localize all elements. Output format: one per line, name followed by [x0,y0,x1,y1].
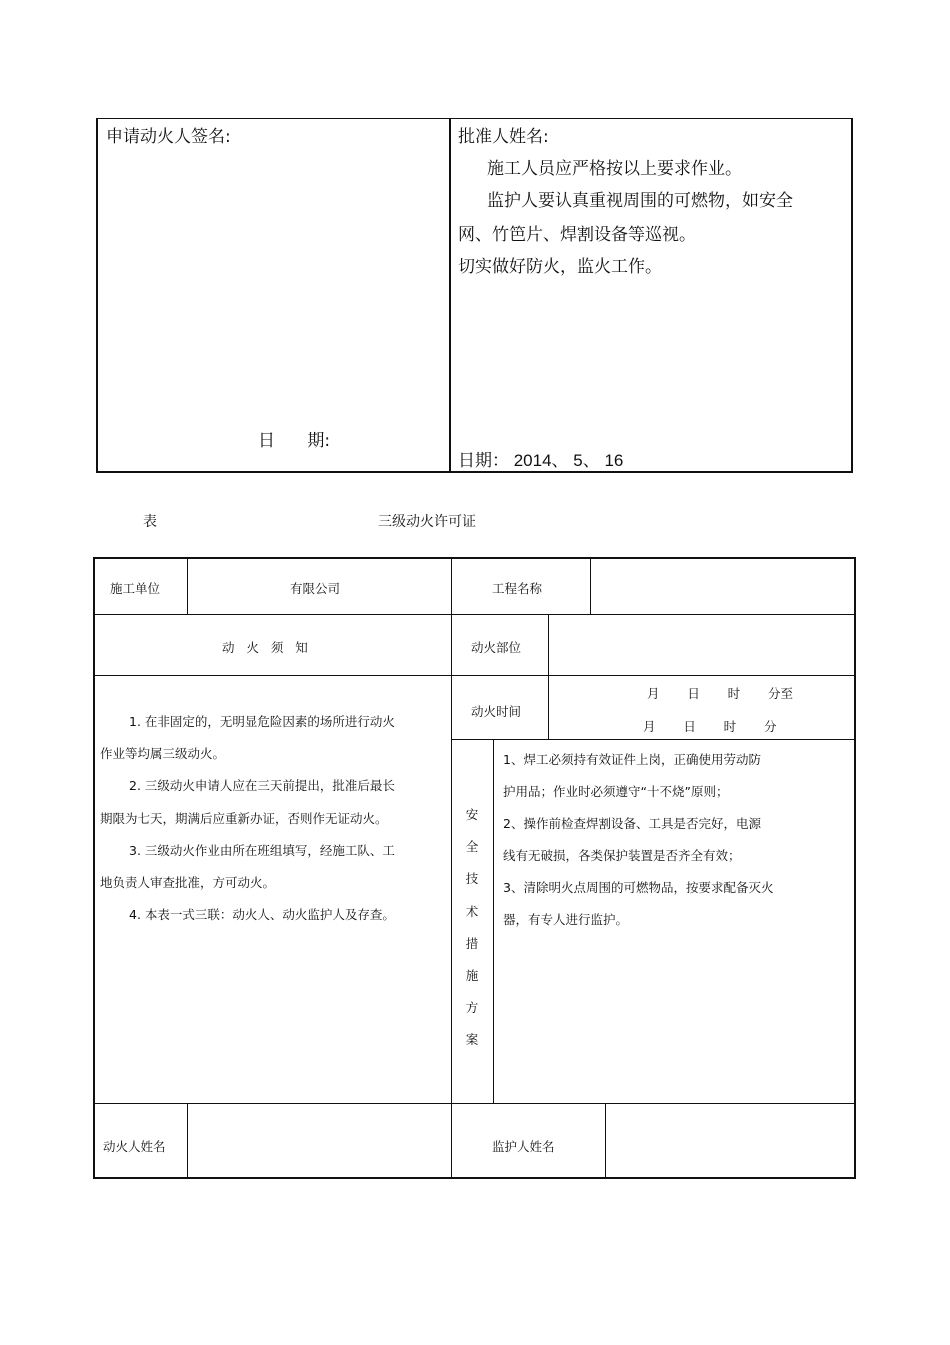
fire-time-label: 动火时间 [471,704,522,719]
permit-hline-3 [451,739,856,740]
construction-unit-value: 有限公司 [290,581,341,596]
approver-line-1: 施工人员应严格按以上要求作业。 [487,159,742,179]
permit-vline-e [187,1103,188,1179]
approver-date: 日期： 2014、 5、 16 [458,451,624,470]
permit-vline-c [548,614,549,740]
safety-line-5: 3、清除明火点周围的可燃物品，按要求配备灭火 [503,880,774,895]
safety-label-char: 施 [465,967,479,983]
permit-border-left [93,557,95,1179]
notice-line-4: 期限为七天，期满后应重新办证，否则作无证动火。 [100,811,388,826]
applicant-signature-label: 申请动火人签名: [106,127,231,147]
permit-vline-center [451,557,452,1179]
notice-line-1: 1. 在非固定的，无明显危险因素的场所进行动火 [129,714,395,729]
notice-line-7: 4. 本表一式三联：动火人、动火监护人及存查。 [129,907,395,922]
permit-vline-b [590,557,591,615]
approval-table-divider [449,119,451,471]
safety-measures-label [465,807,479,1065]
permit-hline-4 [93,1103,856,1104]
caption-prefix: 表 [143,514,157,530]
approver-name-label: 批准人姓名: [458,127,549,147]
construction-unit-label: 施工单位 [110,581,161,596]
notice-line-6: 地负责人审查批准，方可动火。 [100,875,276,890]
permit-hline-1 [93,614,856,615]
permit-vline-d [493,739,494,1104]
approver-line-3: 网、竹笆片、焊割设备等巡视。 [458,225,696,245]
permit-border-bottom [93,1177,856,1179]
approver-line-4: 切实做好防火，监火工作。 [458,257,662,277]
permit-vline-a [187,557,188,615]
notice-line-2: 作业等均属三级动火。 [100,746,226,761]
approver-line-2: 监护人要认真重视周围的可燃物，如安全 [487,191,793,211]
safety-line-4: 线有无破损，各类保护装置是否齐全有效； [503,848,741,863]
fire-person-label: 动火人姓名 [103,1139,166,1154]
safety-label-char: 全 [465,839,479,855]
notice-line-5: 3. 三级动火作业由所在班组填写，经施工队、工 [129,843,395,858]
safety-label-char: 安 [465,807,479,822]
project-name-label: 工程名称 [492,581,543,596]
permit-border-right [854,557,856,1179]
fire-location-label: 动火部位 [471,640,522,655]
fire-time-end: 月 日 时 分 [643,719,777,734]
applicant-date-label: 日 期: [258,431,331,451]
safety-label-char: 方 [465,1000,479,1016]
safety-label-char: 技 [465,871,479,887]
safety-line-2: 护用品；作业时必须遵守“十不烧”原则； [503,784,729,799]
permit-hline-2 [93,675,856,676]
safety-line-1: 1、焊工必须持有效证件上岗，正确使用劳动防 [503,752,761,767]
safety-line-6: 器，有专人进行监护。 [503,912,629,927]
permit-vline-f [605,1103,606,1179]
safety-label-char: 措 [465,935,479,951]
notice-heading: 动 火 须 知 [222,640,308,655]
safety-line-3: 2、操作前检查焊割设备、工具是否完好，电源 [503,816,761,831]
guardian-label: 监护人姓名 [492,1139,555,1154]
safety-label-char: 案 [465,1032,479,1048]
permit-border-top [93,557,856,559]
notice-line-3: 2. 三级动火申请人应在三天前提出，批准后最长 [129,778,395,793]
fire-time-start: 月 日 时 分至 [647,686,793,701]
permit-title: 三级动火许可证 [378,514,476,530]
safety-label-char: 术 [465,903,479,919]
